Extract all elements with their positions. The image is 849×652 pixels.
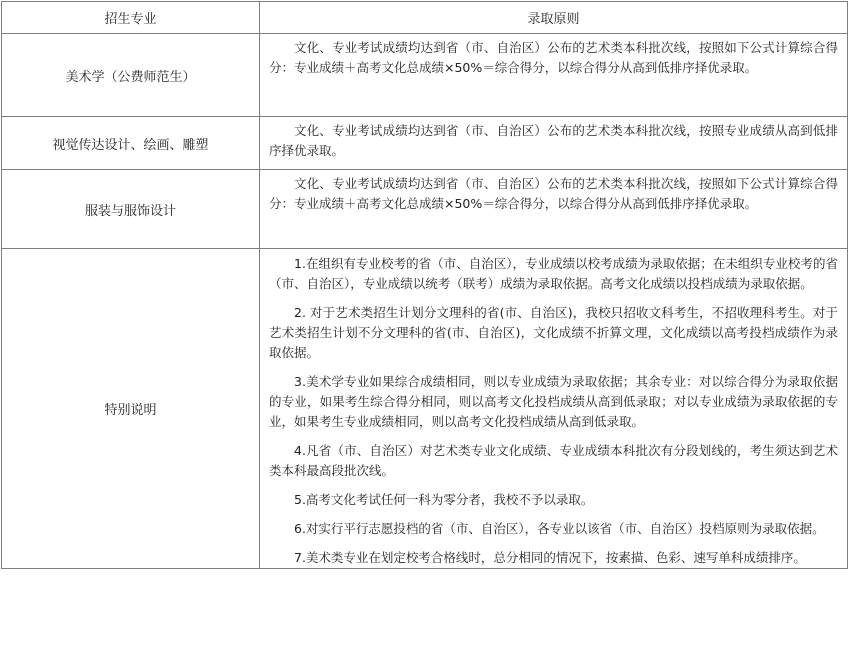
note-item: 2. 对于艺术类招生计划分文理科的省(市、自治区)，我校只招收文科考生，不招收理科考生。对于艺术类招生计划不分文理科的省(市、自治区)，文化成绩不折算文理，文化成绩以高考投档成绩作为录取依据。 xyxy=(269,305,838,360)
rule-text: 文化、专业考试成绩均达到省（市、自治区）公布的艺术类本科批次线，按照如下公式计算综合得分：专业成绩＋高考文化总成绩×50%＝综合得分，以综合得分从高到低排序择优录取。 xyxy=(269,40,838,75)
special-notes-row xyxy=(2,249,848,569)
note-item: 6.对实行平行志愿投档的省（市、自治区），各专业以该省（市、自治区）投档原则为录取依据。 xyxy=(294,521,825,536)
major-cell: 服装与服饰设计 xyxy=(2,170,260,249)
special-notes-cell xyxy=(260,249,848,569)
admission-rules-table xyxy=(1,1,848,569)
note-item: 4.凡省（市、自治区）对艺术类专业文化成绩、专业成绩本科批次有分段划线的，考生须达到艺术类本科最高段批次线。 xyxy=(269,443,838,478)
table-row xyxy=(2,170,848,249)
major-cell: 视觉传达设计、绘画、雕塑 xyxy=(2,117,260,170)
rule-text: 文化、专业考试成绩均达到省（市、自治区）公布的艺术类本科批次线，按照如下公式计算综合得分：专业成绩＋高考文化总成绩×50%＝综合得分，以综合得分从高到低排序择优录取。 xyxy=(269,176,838,211)
rule-cell xyxy=(260,117,848,170)
note-item: 1.在组织有专业校考的省（市、自治区），专业成绩以校考成绩为录取依据；在未组织专业校考的省（市、自治区），专业成绩以统考（联考）成绩为录取依据。高考文化成绩以投档成绩为录取依据。 xyxy=(269,256,838,291)
note-item: 3.美术学专业如果综合成绩相同，则以专业成绩为录取依据；其余专业：对以综合得分为录取依据的专业，如果考生综合得分相同，则以高考文化投档成绩从高到低录取；对以专业成绩为录取依据的专业，如果考生专业成绩相同，则以高考文化投档成绩从高到低录取。 xyxy=(269,374,838,429)
rule-cell xyxy=(260,34,848,117)
note-item: 5.高考文化考试任何一科为零分者，我校不予以录取。 xyxy=(294,492,594,507)
note-item: 7.美术类专业在划定校考合格线时，总分相同的情况下，按素描、色彩、速写单科成绩排序。 xyxy=(294,550,806,565)
table-header-row xyxy=(2,2,848,34)
header-rule: 录取原则 xyxy=(260,2,848,34)
table-row xyxy=(2,117,848,170)
header-major: 招生专业 xyxy=(2,2,260,34)
special-label-cell: 特别说明 xyxy=(2,249,260,569)
table-row xyxy=(2,34,848,117)
major-cell: 美术学（公费师范生） xyxy=(2,34,260,117)
rule-cell xyxy=(260,170,848,249)
rule-text: 文化、专业考试成绩均达到省（市、自治区）公布的艺术类本科批次线，按照专业成绩从高到低排序择优录取。 xyxy=(269,123,838,158)
